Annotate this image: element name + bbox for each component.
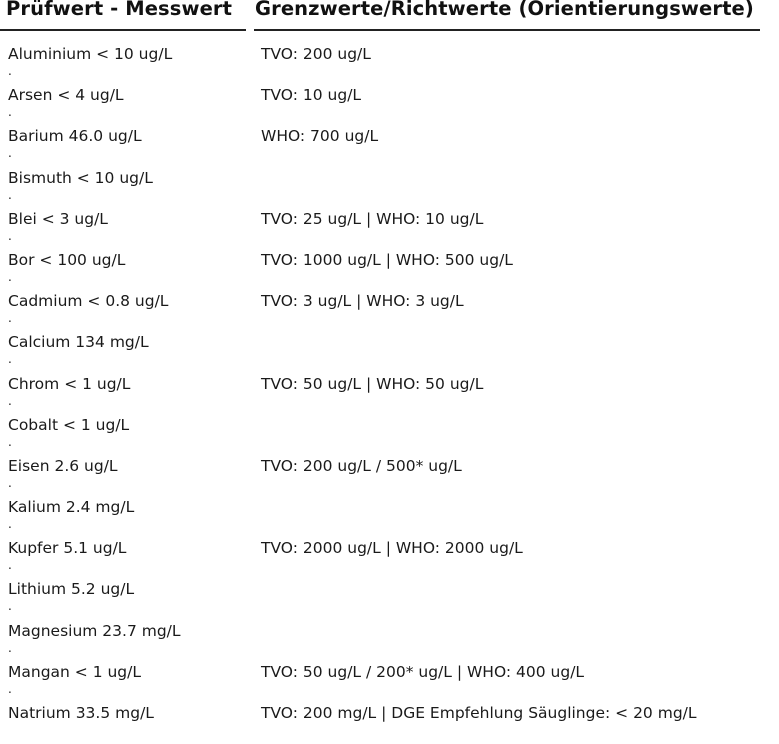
limit-value: TVO: 200 ug/L / 500* ug/L [261,456,462,475]
measured-value: Eisen 2.6 ug/L [8,456,118,475]
measured-value: Arsen < 4 ug/L [8,86,124,105]
measured-value: Cobalt < 1 ug/L [8,415,130,434]
row-separator-dot: . [8,64,12,78]
limit-value: TVO: 200 mg/L | DGE Empfehlung Säuglinge: < 20 mg/L [261,704,697,722]
row-separator-dot: . [8,105,12,120]
table-row [0,126,779,167]
row-separator-dot: . [8,681,12,696]
table-row [0,209,779,250]
table-body [0,44,779,744]
row-separator-dot: . [8,311,12,326]
measured-value: Chrom < 1 ug/L [8,374,131,393]
measured-value: Bismuth < 10 ug/L [8,168,153,187]
measured-value: Kalium 2.4 mg/L [8,498,135,517]
row-separator-dot: . [8,228,12,243]
measured-value: Cadmium < 0.8 ug/L [8,292,169,311]
table-row [0,538,779,579]
table-row [0,250,779,291]
row-separator-dot: . [8,352,12,367]
table-row [0,703,779,744]
table-row [0,497,779,538]
limit-value: TVO: 3 ug/L | WHO: 3 ug/L [261,292,464,311]
table-row [0,168,779,209]
measured-value: Lithium 5.2 ug/L [8,580,135,599]
row-separator-dot: . [8,187,12,202]
limit-value: TVO: 10 ug/L [261,86,362,105]
measured-value: Kupfer 5.1 ug/L [8,539,127,558]
measured-value: Calcium 134 mg/L [8,333,149,352]
table-row [0,579,779,620]
header-underline-col1 [0,29,246,31]
table-row [0,456,779,497]
limit-value: TVO: 50 ug/L / 200* ug/L | WHO: 400 ug/L [261,662,585,681]
table-row [0,291,779,332]
header-limit-values: Grenzwerte/Richtwerte (Orientierungswerte) [255,0,754,20]
limit-value: TVO: 25 ug/L | WHO: 10 ug/L [261,209,484,228]
row-separator-dot: . [8,599,12,614]
table-row [0,415,779,456]
measured-value: Aluminium < 10 ug/L [8,45,173,63]
table-row [0,85,779,126]
limit-value: TVO: 50 ug/L | WHO: 50 ug/L [261,374,484,393]
limit-value: TVO: 200 ug/L [261,45,371,63]
row-separator-dot: . [8,475,12,490]
row-separator-dot: . [8,517,12,532]
row-separator-dot: . [8,393,12,408]
row-separator-dot: . [8,640,12,655]
row-separator-dot: . [8,269,12,284]
table-row [0,44,779,85]
measured-value: Blei < 3 ug/L [8,209,108,228]
table-row [0,621,779,662]
limit-value: TVO: 2000 ug/L | WHO: 2000 ug/L [261,539,523,558]
measured-value: Bor < 100 ug/L [8,250,126,269]
row-separator-dot: . [8,146,12,161]
limit-value: WHO: 700 ug/L [261,127,379,146]
measured-value: Mangan < 1 ug/L [8,662,142,681]
row-separator-dot: . [8,558,12,573]
table-row [0,332,779,373]
measured-value: Natrium 33.5 mg/L [8,704,154,722]
table-row [0,374,779,415]
header-underline-col2 [254,29,760,31]
table-row [0,662,779,703]
measured-value: Magnesium 23.7 mg/L [8,621,181,640]
measured-value: Barium 46.0 ug/L [8,127,142,146]
table-header [0,0,779,30]
limit-value: TVO: 1000 ug/L | WHO: 500 ug/L [261,250,513,269]
header-measured-value: Prüfwert - Messwert [6,0,233,20]
row-separator-dot: . [8,434,12,449]
